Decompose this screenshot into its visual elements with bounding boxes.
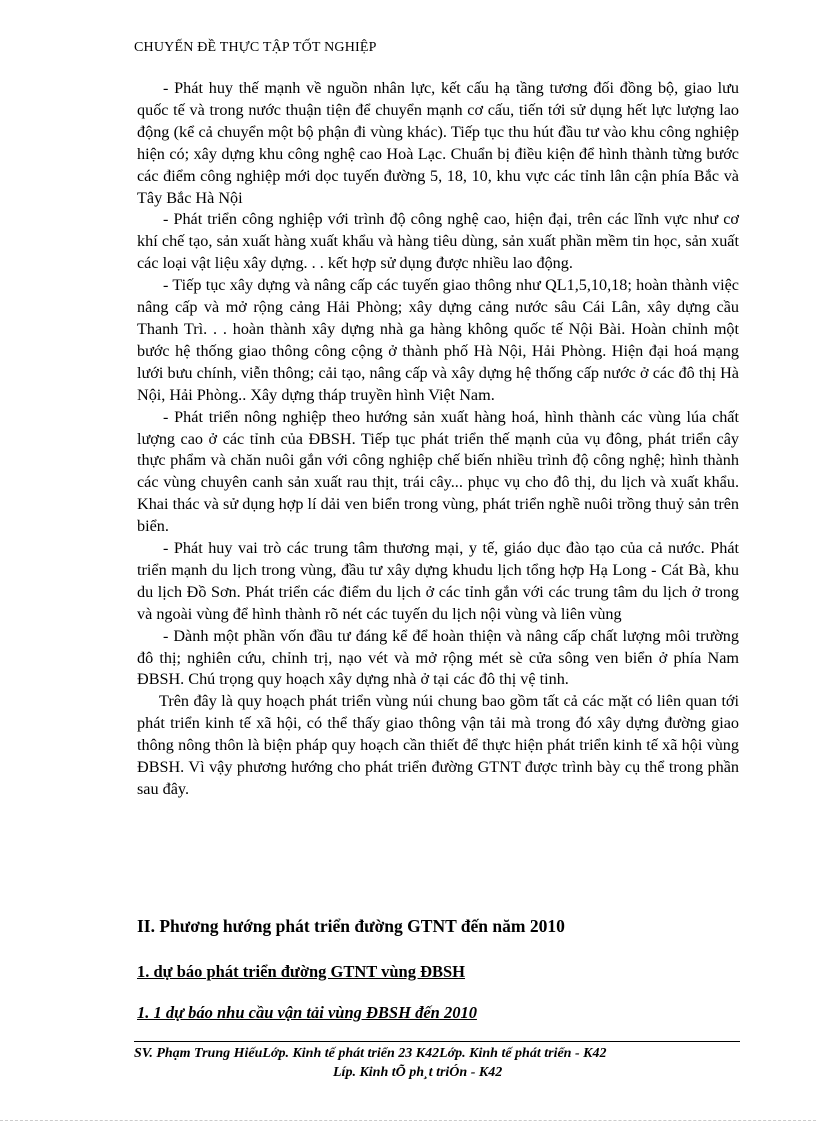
- footer-line-2: Líp. Kinh tÕ ph¸t triÓn - K42: [333, 1065, 503, 1080]
- section-heading: II. Phương hướng phát triển đường GTNT đến năm 2010: [137, 916, 565, 936]
- paragraph-industry: - Phát triển công nghiệp với trình độ công nghệ cao, hiện đại, trên các lĩnh vực như cơ khí chế tạo, sản xuất hàng xuất khẩu và hàng tiêu dùng, sản xuất phần mềm tin học, sản xuất các loại vật liệu xây dựng. . . kết hợp sử dụng được nhiều lao động.: [137, 210, 739, 273]
- footer-divider: [134, 1041, 740, 1042]
- paragraph-environment: - Dành một phần vốn đầu tư đáng kể để hoàn thiện và nâng cấp chất lượng môi trường đô thị; nghiên cứu, chỉnh trị, nạo vét và mở rộng mét sè cửa sông ven biển ở phía Nam ĐBSH. Chú trọng quy hoạch xây dựng nhà ở tại các đô thị vệ tinh.: [137, 626, 739, 689]
- paragraph-agriculture: - Phát triển nông nghiệp theo hướng sản xuất hàng hoá, hình thành các vùng lúa chất lượng cao ở các tỉnh của ĐBSH. Tiếp tục phát triển thế mạnh của vụ đông, phát triển cây thực phẩm và chăn nuôi gắn với công nghiệp chế biến nhiều trình độ công nghệ; hình thành các vùng chuyên canh sản xuất rau thịt, trái cây... phục vụ cho đô thị, du lịch và xuất khẩu. Khai thác và sử dụng hợp lí dải ven biển trong vùng, phát triển nghề nuôi trồng thuỷ sản trên biển.: [137, 407, 739, 536]
- subsubsection-heading: 1. 1 dự báo nhu cầu vận tải vùng ĐBSH đến 2010: [137, 1003, 477, 1022]
- footer-line-1: SV. Phạm Trung HiếuLớp. Kinh tế phát triển 23 K42Lớp. Kinh tế phát triển - K42: [134, 1046, 607, 1061]
- body-text: [137, 78, 739, 801]
- paragraph-summary: Trên đây là quy hoạch phát triển vùng núi chung bao gồm tất cả các mặt có liên quan tới phát triển kinh tế xã hội, có thể thấy giao thông vận tải mà trong đó xây dựng đường giao thông nông thôn là biện pháp quy hoạch cần thiết để thực hiện phát triển kinh tế xã hội vùng ĐBSH. Vì vậy phương hướng cho phát triển đường GTNT được trình bày cụ thể trong phần sau đây.: [137, 692, 739, 798]
- subsection-heading: 1. dự báo phát triển đường GTNT vùng ĐBSH: [137, 962, 466, 981]
- paragraph-human-resources: - Phát huy thế mạnh về nguồn nhân lực, kết cấu hạ tầng tương đối đồng bộ, giao lưu quốc tế và trong nước thuận tiện để chuyển mạnh cơ cấu, tiến tới sử dụng hết lực lượng lao động (kể cả chuyển một bộ phận đi vùng khác). Tiếp tục thu hút đầu tư vào khu công nghiệp hiện có; xây dựng khu công nghệ cao Hoà Lạc. Chuẩn bị điều kiện để hình thành từng bước các điểm công nghiệp mới dọc tuyến đường 5, 18, 10, khu vực các tỉnh lân cận phía Bắc và Tây Bắc Hà Nội: [137, 79, 739, 207]
- page-edge: [0, 1120, 816, 1121]
- page-header: CHUYẾN ĐỀ THỰC TẬP TỐT NGHIỆP: [134, 40, 377, 55]
- paragraph-transport: - Tiếp tục xây dựng và nâng cấp các tuyến giao thông như QL1,5,10,18; hoàn thành việc nâng cấp và mở rộng cảng Hải Phòng; xây dựng cảng nước sâu Cái Lân, xây dựng cầu Thanh Trì. . . hoàn thành xây dựng nhà ga hàng không quốc tế Nội Bài. Hoàn chỉnh một bước hệ thống giao thông công cộng ở thành phố Hà Nội, Hải Phòng. Hiện đại hoá mạng lưới bưu chính, viễn thông; cải tạo, nâng cấp và xây dựng hệ thống cấp nước ở các đô thị Hà Nội, Hải Phòng.. Xây dựng tháp truyền hình Việt Nam.: [137, 276, 739, 404]
- paragraph-tourism: - Phát huy vai trò các trung tâm thương mại, y tế, giáo dục đào tạo của cả nước. Phát triển mạnh du lịch trong vùng, đầu tư xây dựng khudu lịch tổng hợp Hạ Long - Cát Bà, khu du lịch Đồ Sơn. Phát triển các điểm du lịch ở các tỉnh gắn với các trung tâm du lịch ở trong và ngoài vùng để hình thành rõ nét các tuyến du lịch nội vùng và liên vùng: [137, 539, 739, 623]
